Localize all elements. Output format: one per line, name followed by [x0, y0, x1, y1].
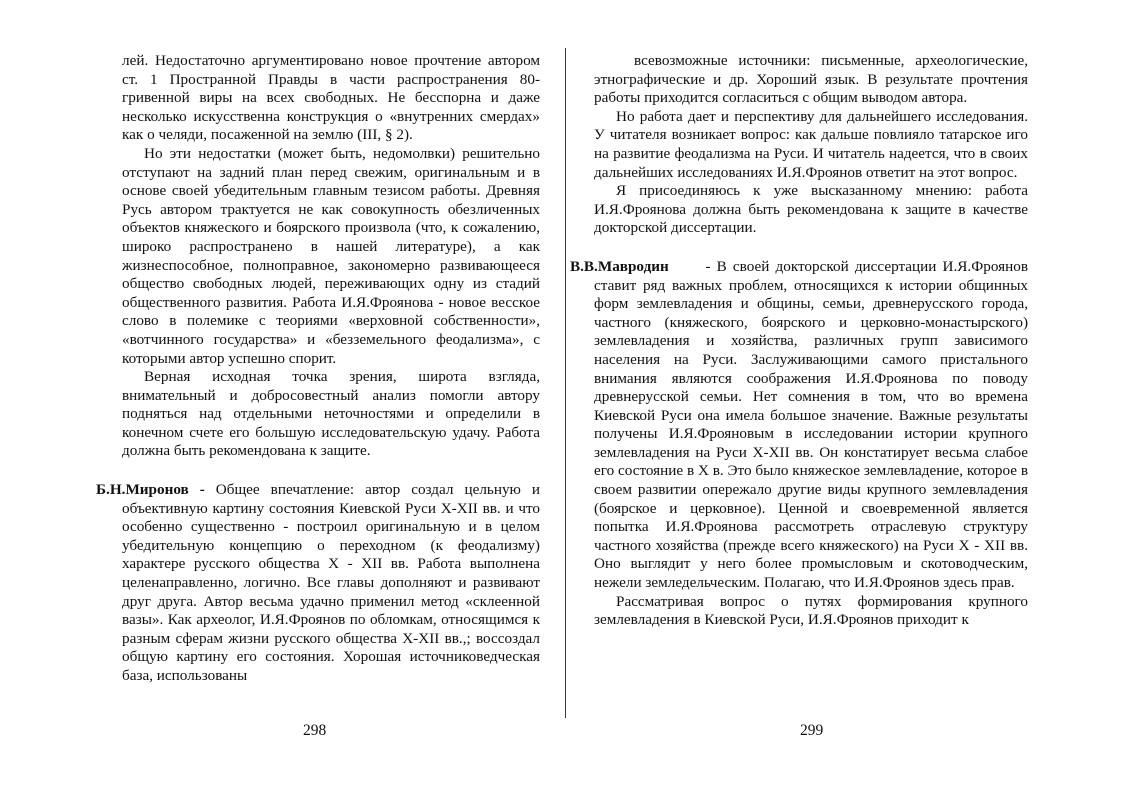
page-number-left: 298: [303, 722, 327, 739]
right-paragraph-3: Я присоединяюсь к уже высказанному мнению: работа И.Я.Фроянова должна быть рекомендована к защите в качестве докторской диссертации.: [594, 182, 1028, 237]
page-gutter-line: [565, 48, 566, 718]
left-paragraph-3: Верная исходная точка зрения, широта взгляда, внимательный и добросовестный анализ помогли автору подняться над отдельными неточностями и определили в конечном счете его большую исследовательскую удачу. Работа должна быть рекомендована к защите.: [122, 368, 540, 460]
right-paragraph-1: всевозможные источники: письменные, археологические, этнографические и др. Хороший язык. В результате прочтения работы приходится согласиться с общим выводом автора.: [594, 52, 1028, 107]
review-mavrodin: [570, 258, 1028, 593]
review-text-mironov: Общее впечатление: автор создал цельную и объективную картину состояния Киевской Руси X-XII вв. и что особенно существенно - построил оригинальную и в целом убедительную концепцию о переходном (к феодализму) характере русского общества X - XII вв. Работа выполнена целенаправленно, логично. Все главы дополняют и развивают друг друга. Автор весьма удачно применил метод «склеенной вазы». Как археолог, И.Я.Фроянов по обломкам, относящимся к разным сферам жизни русского общества X-XII вв.,; воссоздал общую картину его состояния. Хорошая источниковедческая база, использованы: [122, 481, 541, 684]
review-text-mavrodin: - В своей докторской диссертации И.Я.Фроянов ставит ряд важных проблем, относящихся к истории общинных форм землевладения и общины, семьи, древнерусского города, частного (княжеского, боярского и церковно-монастырского) землевладения и хозяйства, различных групп зависимого населения на Руси. Заслуживающими самого пристального внимания являются соображения И.Я.Фроянова по поводу древнерусской семьи. Нет сомнения в том, что во времена Киевской Руси она имела большое значение. Важные результаты получены И.Я.Фрояновым в исследовании истории крупного землевладения на Руси X-XII вв. Он констатирует весьма слабое его состояние в X в. Это было княжеское землевладение, которое в своем развитии опережало другие виды крупного землевладения (боярское и церковное). Ценной и своевременной является попытка И.Я.Фроянова рассмотреть отраслевую структуру частного хозяйства (прежде всего княжеского) на Руси X - XII вв. Оно выглядит у него более промысловым и скотоводческим, нежели земледельческим. Полагаю, что И.Я.Фроянов здесь прав.: [594, 257, 1029, 592]
section-gap: [122, 461, 540, 481]
page-number-right: 299: [800, 722, 824, 739]
reviewer-name-mavrodin: В.В.Мавродин: [570, 257, 669, 275]
right-paragraph-last: Рассматривая вопрос о путях формирования крупного землевладения в Киевской Руси, И.Я.Фроянов приходит к: [594, 592, 1028, 629]
left-paragraph-2: Но эти недостатки (может быть, недомолвки) решительно отступают на задний план перед свежим, оригинальным и в основе своей убедительным главным тезисом работы. Древняя Русь автором трактуется не как совокупность обезличенных объектов княжеского и боярского произвола (что, к сожалению, широко распространено в нашей литературе), а как жизнеспособное, полноправное, закономерно развивающееся общество свободных людей, переживающих одну из стадий общественного развития. Работа И.Я.Фроянова - новое весское слово в полемике с теориями «верховной собственности», «вотчинного государства» и «безземельного феодализма», с которыми автор успешно спорит.: [122, 144, 540, 367]
right-paragraph-2: Но работа дает и перспективу для дальнейшего исследования. У читателя возникает вопрос: как дальше повлияло татарское иго на развитие феодализма на Руси. И читатель надеется, что в своих дальнейших исследованиях И.Я.Фроянов ответит на этот вопрос.: [594, 107, 1028, 181]
section-gap: [594, 238, 1028, 258]
review-mironov: [96, 481, 540, 686]
reviewer-name-mironov: Б.Н.Миронов -: [96, 481, 205, 499]
left-paragraph-1: лей. Недостаточно аргументировано новое прочтение автором ст. 1 Пространной Правды в части распространения 80-гривенной виры на всех свободных. Не бесспорна и даже несколько искусственна конструкция о «внутренних смердах» как о челяди, посаженной на землю (III, § 2).: [122, 52, 540, 144]
left-page-text: [96, 52, 541, 686]
right-page-text: [570, 52, 1029, 630]
